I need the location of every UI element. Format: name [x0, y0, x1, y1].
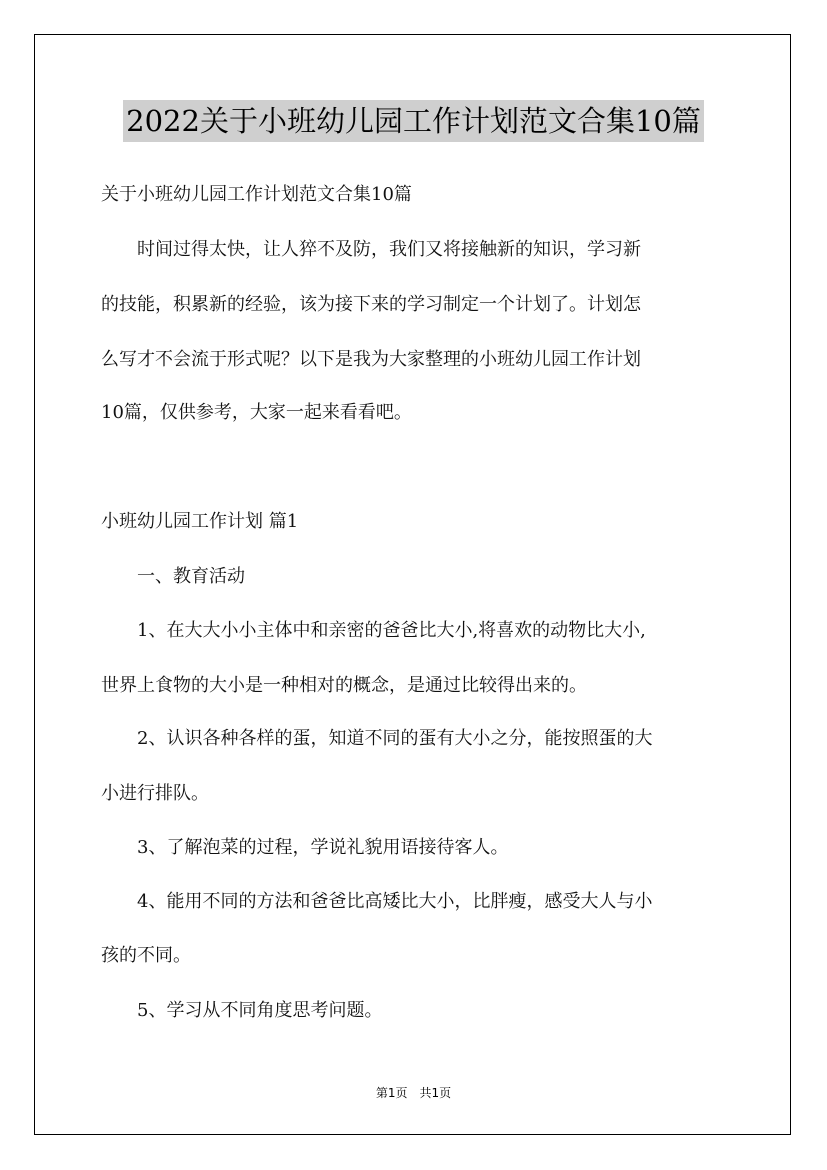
document-title: 2022关于小班幼儿园工作计划范文合集10篇 [123, 100, 704, 142]
body-line: 3、了解泡菜的过程，学说礼貌用语接待客人。 [101, 837, 509, 858]
body-line: 世界上食物的大小是一种相对的概念，是通过比较得出来的。 [101, 675, 587, 696]
body-line: 小进行排队。 [101, 783, 209, 804]
body-line: 4、能用不同的方法和爸爸比高矮比大小，比胖瘦，感受大人与小 [101, 891, 653, 912]
intro-line: 么写才不会流于形式呢？以下是我为大家整理的小班幼儿园工作计划 [101, 349, 641, 370]
body-line: 一、教育活动 [101, 566, 245, 587]
intro-line: 时间过得太快，让人猝不及防，我们又将接触新的知识，学习新 [101, 239, 641, 260]
body-line: 2、认识各种各样的蛋，知道不同的蛋有大小之分，能按照蛋的大 [101, 728, 653, 749]
body-line: 孩的不同。 [101, 945, 191, 966]
subtitle: 关于小班幼儿园工作计划范文合集10篇 [101, 184, 412, 205]
body-line: 5、学习从不同角度思考问题。 [101, 1000, 383, 1021]
body-line: 1、在大大小小主体中和亲密的爸爸比大小,将喜欢的动物比大小, [101, 620, 646, 641]
intro-line: 的技能，积累新的经验，该为接下来的学习制定一个计划了。计划怎 [101, 294, 641, 315]
page-footer: 第1页 共1页 [375, 1086, 452, 1100]
title-container [0, 100, 827, 142]
section-heading: 小班幼儿园工作计划 篇1 [101, 511, 299, 532]
intro-line: 10篇，仅供参考，大家一起来看看吧。 [101, 402, 412, 423]
